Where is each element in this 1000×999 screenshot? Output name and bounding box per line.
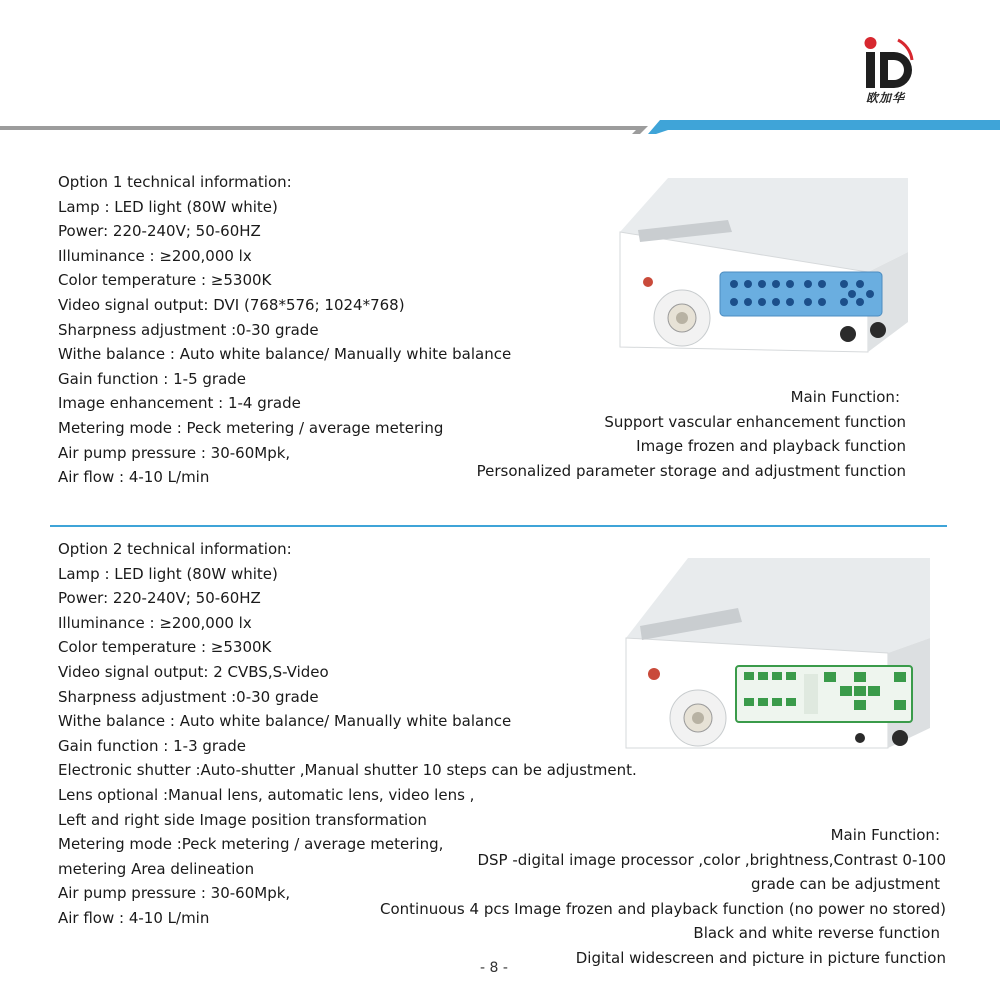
spec-line: Video signal output: 2 CVBS,S-Video: [58, 662, 329, 681]
device-image-option1: [608, 172, 926, 364]
spec-line: Power: 220-240V; 50-60HZ: [58, 222, 261, 241]
spec-line: Metering mode :Peck metering / average metering,: [58, 835, 444, 854]
main-function-heading: Main Function:: [790, 388, 900, 406]
spec-line: Electronic shutter :Auto-shutter ,Manual shutter 10 steps can be adjustment.: [58, 761, 637, 780]
main-function-item: Support vascular enhancement function: [604, 412, 906, 431]
spec-line: Lamp : LED light (80W white): [58, 197, 278, 216]
spec-line: Sharpness adjustment :0-30 grade: [58, 687, 319, 706]
spec-line: Air pump pressure : 30-60Mpk,: [58, 884, 291, 903]
section-divider: [50, 525, 947, 527]
option1-spec-list: [58, 170, 511, 490]
option2-main-function: [380, 823, 946, 971]
main-function-item: Black and white reverse function: [693, 924, 940, 943]
spec-line: Metering mode : Peck metering / average metering: [58, 418, 444, 437]
spec-line: Gain function : 1-3 grade: [58, 736, 247, 755]
spec-line: Left and right side Image position transformation: [58, 810, 427, 829]
spec-line: Air pump pressure : 30-60Mpk,: [58, 443, 291, 462]
main-function-item: Image frozen and playback function: [636, 437, 906, 456]
page-number: - 8 -: [480, 960, 508, 976]
spec-line: Color temperature : ≥5300K: [58, 638, 272, 657]
logo-text: 欧加华: [866, 91, 906, 105]
spec-line: Image enhancement : 1-4 grade: [58, 394, 301, 413]
spec-line: metering Area delineation: [58, 859, 255, 878]
spec-line: Color temperature : ≥5300K: [58, 271, 272, 290]
spec-line: Withe balance : Auto white balance/ Manually white balance: [58, 345, 512, 364]
spec-line: Lamp : LED light (80W white): [58, 564, 278, 583]
spec-line: Sharpness adjustment :0-30 grade: [58, 320, 319, 339]
spec-line: Air flow : 4-10 L/min: [58, 908, 210, 927]
spec-line: Illuminance : ≥200,000 lx: [58, 246, 252, 265]
spec-line: Power: 220-240V; 50-60HZ: [58, 589, 261, 608]
main-function-item: DSP -digital image processor ,color ,brightness,Contrast 0-100: [477, 850, 946, 869]
main-function-item: Digital widescreen and picture in picture function: [575, 948, 946, 967]
main-function-item: grade can be adjustment: [751, 875, 940, 894]
spec-line: Video signal output: DVI (768*576; 1024*768): [58, 295, 405, 314]
spec-line: Option 2 technical information:: [58, 540, 292, 558]
header-bar: [0, 120, 1000, 134]
spec-line: Withe balance : Auto white balance/ Manually white balance: [58, 712, 512, 731]
main-function-item: Personalized parameter storage and adjustment function: [476, 461, 906, 480]
main-function-item: Continuous 4 pcs Image frozen and playback function (no power no stored): [380, 899, 946, 918]
spec-line: Air flow : 4-10 L/min: [58, 468, 210, 487]
spec-line: Option 1 technical information:: [58, 173, 292, 191]
spec-line: Gain function : 1-5 grade: [58, 369, 247, 388]
spec-line: Illuminance : ≥200,000 lx: [58, 613, 252, 632]
option1-main-function: [477, 385, 906, 483]
main-function-heading: Main Function:: [830, 826, 940, 844]
device-image-option2: [618, 548, 936, 758]
spec-line: Lens optional :Manual lens, automatic lens, video lens ,: [58, 785, 475, 804]
